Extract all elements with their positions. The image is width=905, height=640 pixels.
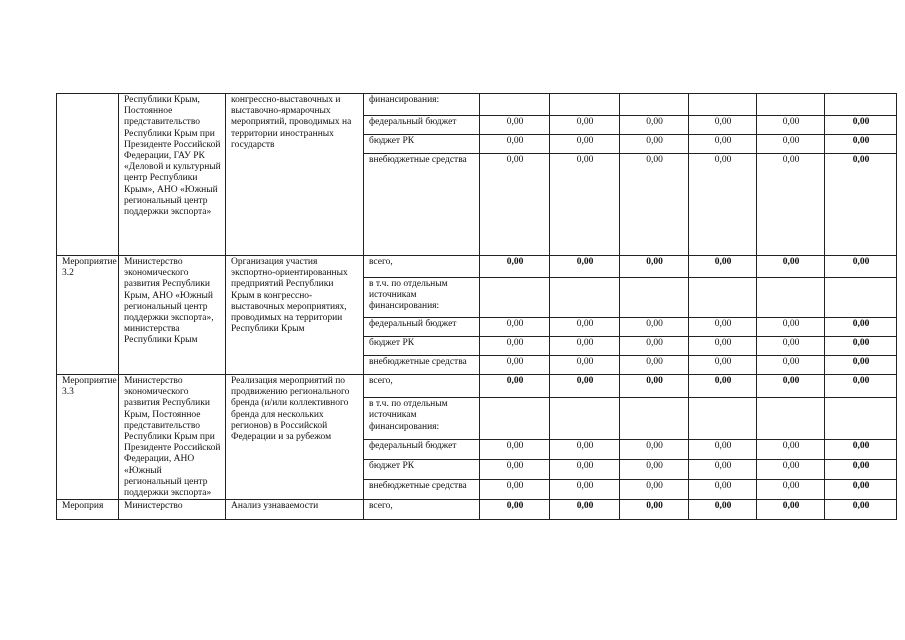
- amount-cell: 0,00: [550, 480, 620, 500]
- amount-cell: [550, 398, 620, 440]
- amount-cell: 0,00: [550, 135, 620, 154]
- amount-cell: 0,00: [480, 375, 550, 398]
- amount-cell: 0,00: [620, 375, 689, 398]
- amount-cell: 0,00: [620, 154, 689, 256]
- amount-cell: 0,00: [825, 116, 897, 135]
- amount-cell: 0,00: [689, 256, 757, 278]
- amount-cell: [689, 278, 757, 318]
- amount-cell: 0,00: [550, 256, 620, 278]
- amount-cell: 0,00: [480, 135, 550, 154]
- amount-cell: 0,00: [550, 116, 620, 135]
- amount-cell: 0,00: [550, 500, 620, 520]
- amount-cell: 0,00: [825, 460, 897, 480]
- amount-cell: 0,00: [480, 460, 550, 480]
- amount-cell: 0,00: [550, 356, 620, 375]
- amount-cell: 0,00: [689, 375, 757, 398]
- funding-source-label: в т.ч. по отдельным источникам финансирования:: [364, 278, 480, 318]
- amount-cell: 0,00: [757, 337, 825, 356]
- funding-source-label: внебюджетные средства: [364, 480, 480, 500]
- amount-cell: 0,00: [620, 500, 689, 520]
- amount-cell: 0,00: [825, 318, 897, 337]
- amount-cell: 0,00: [480, 116, 550, 135]
- amount-cell: [480, 278, 550, 318]
- table-row: [57, 500, 897, 520]
- measure-description-cell: Реализация мероприятий по продвижению регионального бренда (и/или коллективного бренда для нескольких регионов) в Российской Федерации и за рубежом: [226, 375, 364, 500]
- amount-cell: 0,00: [825, 375, 897, 398]
- amount-cell: [620, 398, 689, 440]
- amount-cell: 0,00: [480, 500, 550, 520]
- amount-cell: 0,00: [550, 337, 620, 356]
- budget-table: [56, 93, 897, 520]
- measure-description-cell: Анализ узнаваемости: [226, 500, 364, 520]
- amount-cell: 0,00: [757, 500, 825, 520]
- amount-cell: 0,00: [825, 440, 897, 460]
- amount-cell: 0,00: [620, 135, 689, 154]
- measure-description-cell: Организация участия экспортно-ориентированных предприятий Республики Крым в конгрессно-выставочных мероприятиях, проводимых на территории Республики Крым: [226, 256, 364, 375]
- amount-cell: 0,00: [689, 116, 757, 135]
- amount-cell: 0,00: [689, 135, 757, 154]
- amount-cell: 0,00: [480, 154, 550, 256]
- amount-cell: 0,00: [689, 440, 757, 460]
- amount-cell: [689, 94, 757, 116]
- amount-cell: 0,00: [480, 356, 550, 375]
- measure-code-cell: Мероприя: [57, 500, 119, 520]
- amount-cell: 0,00: [825, 337, 897, 356]
- amount-cell: 0,00: [620, 460, 689, 480]
- executor-cell: Республики Крым, Постоянное представительство Республики Крым при Президенте Российской Федерации, ГАУ РК «Деловой и культурный центр Республики Крым», АНО «Южный региональный центр поддержки экспорта»: [119, 94, 226, 256]
- amount-cell: [550, 94, 620, 116]
- amount-cell: 0,00: [689, 480, 757, 500]
- amount-cell: 0,00: [757, 460, 825, 480]
- funding-source-label: бюджет РК: [364, 460, 480, 480]
- funding-source-label: финансирования:: [364, 94, 480, 116]
- amount-cell: 0,00: [757, 318, 825, 337]
- measure-code-cell: [57, 94, 119, 256]
- amount-cell: 0,00: [757, 356, 825, 375]
- amount-cell: 0,00: [825, 356, 897, 375]
- funding-source-label: бюджет РК: [364, 135, 480, 154]
- amount-cell: 0,00: [480, 318, 550, 337]
- table-row: [57, 375, 897, 398]
- amount-cell: 0,00: [689, 500, 757, 520]
- amount-cell: [689, 398, 757, 440]
- amount-cell: 0,00: [480, 480, 550, 500]
- amount-cell: 0,00: [757, 480, 825, 500]
- amount-cell: [757, 94, 825, 116]
- table-row: [57, 256, 897, 278]
- funding-source-label: федеральный бюджет: [364, 116, 480, 135]
- amount-cell: 0,00: [757, 256, 825, 278]
- table-row: [57, 94, 897, 116]
- amount-cell: 0,00: [550, 318, 620, 337]
- measure-code-cell: Мероприятие 3.2: [57, 256, 119, 375]
- funding-source-label: федеральный бюджет: [364, 440, 480, 460]
- funding-source-label: бюджет РК: [364, 337, 480, 356]
- amount-cell: 0,00: [689, 154, 757, 256]
- amount-cell: 0,00: [480, 440, 550, 460]
- amount-cell: [757, 398, 825, 440]
- amount-cell: 0,00: [620, 356, 689, 375]
- amount-cell: 0,00: [825, 500, 897, 520]
- amount-cell: 0,00: [689, 460, 757, 480]
- measure-description-cell: конгрессно-выставочных и выставочно-ярмарочных мероприятий, проводимых на территории иностранных государств: [226, 94, 364, 256]
- amount-cell: 0,00: [620, 337, 689, 356]
- amount-cell: 0,00: [757, 154, 825, 256]
- funding-source-label: внебюджетные средства: [364, 356, 480, 375]
- amount-cell: 0,00: [689, 337, 757, 356]
- amount-cell: 0,00: [480, 256, 550, 278]
- amount-cell: 0,00: [620, 440, 689, 460]
- amount-cell: 0,00: [757, 375, 825, 398]
- funding-source-label: всего,: [364, 500, 480, 520]
- amount-cell: 0,00: [757, 135, 825, 154]
- amount-cell: 0,00: [689, 318, 757, 337]
- funding-source-label: всего,: [364, 375, 480, 398]
- amount-cell: 0,00: [825, 480, 897, 500]
- amount-cell: 0,00: [550, 154, 620, 256]
- amount-cell: [620, 94, 689, 116]
- amount-cell: 0,00: [757, 116, 825, 135]
- amount-cell: 0,00: [550, 440, 620, 460]
- amount-cell: 0,00: [825, 154, 897, 256]
- amount-cell: 0,00: [757, 440, 825, 460]
- amount-cell: [825, 278, 897, 318]
- amount-cell: [620, 278, 689, 318]
- amount-cell: 0,00: [480, 337, 550, 356]
- funding-source-label: всего,: [364, 256, 480, 278]
- amount-cell: 0,00: [550, 375, 620, 398]
- amount-cell: [757, 278, 825, 318]
- funding-source-label: федеральный бюджет: [364, 318, 480, 337]
- amount-cell: [480, 398, 550, 440]
- executor-cell: Министерство: [119, 500, 226, 520]
- amount-cell: 0,00: [620, 318, 689, 337]
- budget-table-body: [57, 94, 897, 520]
- funding-source-label: внебюджетные средства: [364, 154, 480, 256]
- executor-cell: Министерство экономического развития Республики Крым, Постоянное представительство Республики Крым при Президенте Российской Федерации, АНО «Южный региональный центр поддержки экспорта»: [119, 375, 226, 500]
- amount-cell: 0,00: [825, 135, 897, 154]
- amount-cell: 0,00: [620, 480, 689, 500]
- amount-cell: 0,00: [620, 256, 689, 278]
- amount-cell: [480, 94, 550, 116]
- amount-cell: 0,00: [550, 460, 620, 480]
- amount-cell: 0,00: [620, 116, 689, 135]
- amount-cell: 0,00: [689, 356, 757, 375]
- amount-cell: [550, 278, 620, 318]
- executor-cell: Министерство экономического развития Республики Крым, АНО «Южный региональный центр поддержки экспорта», министерства Республики Крым: [119, 256, 226, 375]
- measure-code-cell: Мероприятие 3.3: [57, 375, 119, 500]
- amount-cell: [825, 398, 897, 440]
- funding-source-label: в т.ч. по отдельным источникам финансирования:: [364, 398, 480, 440]
- amount-cell: [825, 94, 897, 116]
- amount-cell: 0,00: [825, 256, 897, 278]
